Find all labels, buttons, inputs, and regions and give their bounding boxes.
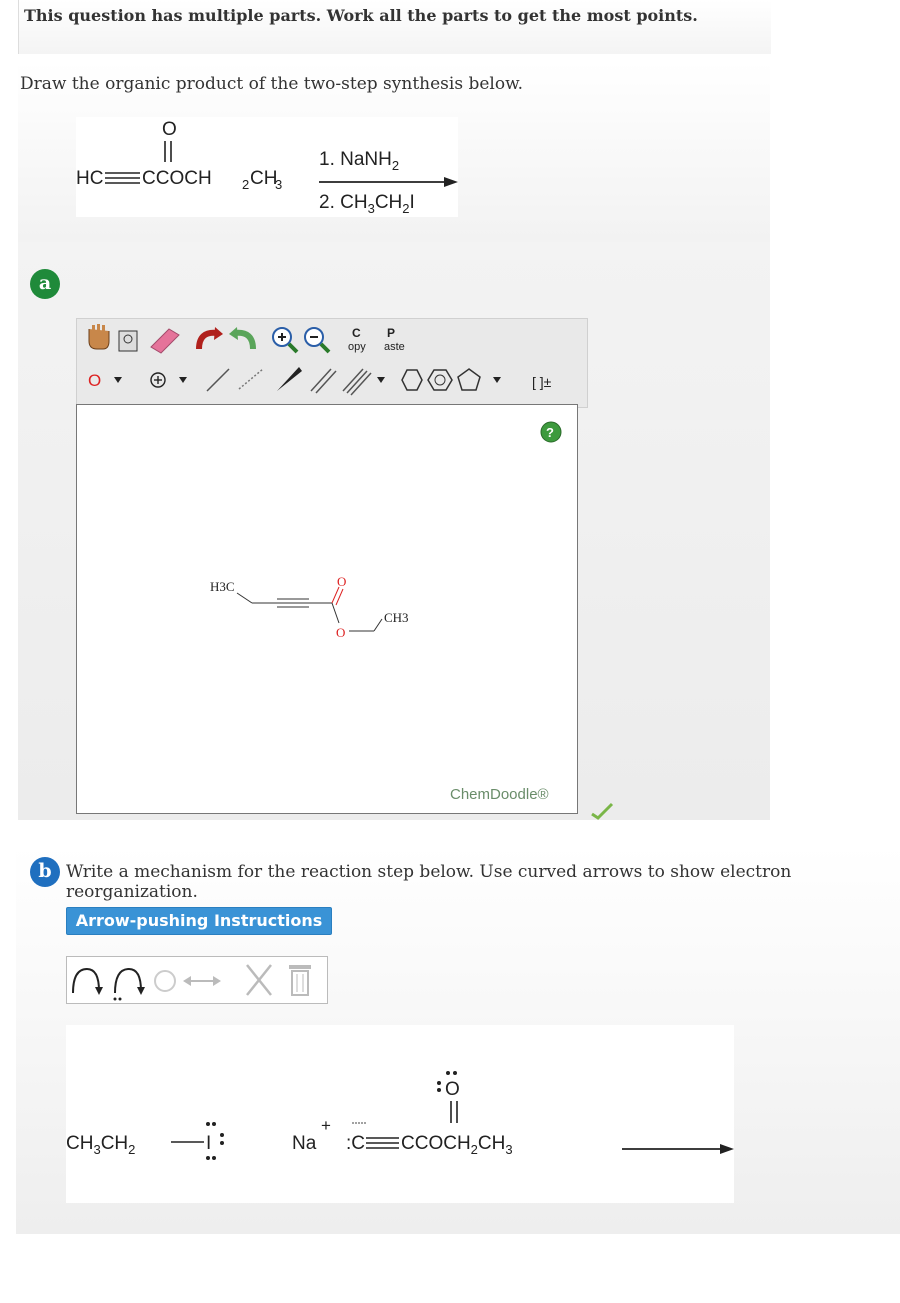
resonance-arrow-icon[interactable] (183, 976, 221, 986)
svg-text:aste: aste (384, 341, 405, 353)
svg-text:?: ? (546, 425, 554, 440)
reaction-scheme (76, 117, 458, 217)
question-prompt: Draw the organic product of the two-step synthesis below. (20, 74, 524, 94)
zoom-out-icon[interactable] (305, 328, 329, 352)
svg-text:+: + (321, 1116, 331, 1135)
drawn-product-structure[interactable] (210, 574, 409, 640)
eraser-icon[interactable] (151, 329, 179, 353)
benzene-icon[interactable] (428, 370, 452, 390)
svg-text::C: :C (346, 1133, 365, 1154)
help-icon[interactable] (541, 422, 561, 442)
carbonyl-oxygen: O (162, 119, 177, 140)
paste-button[interactable] (384, 326, 405, 353)
svg-text:Na: Na (292, 1133, 317, 1154)
bracket-charge-icon[interactable] (532, 374, 552, 390)
instructions-text: This question has multiple parts. Work all the parts to get the most points. (24, 6, 698, 25)
clear-icon[interactable] (119, 331, 137, 351)
svg-text:O: O (445, 1079, 460, 1100)
ester-o-label: O (336, 625, 346, 640)
mechanism-toolbar (66, 956, 328, 1004)
zoom-in-icon[interactable] (273, 328, 297, 352)
mechanism-reaction-arrow (622, 1144, 734, 1154)
svg-text:CCOCH2CH3: $CCOCH_2CH_3$ (401, 1133, 513, 1157)
reactant-middle: CCOCH (142, 168, 212, 189)
mechanism-scheme[interactable] (66, 1025, 734, 1203)
svg-text:C: C (352, 326, 361, 340)
svg-text:[ ]±: [ ]± (532, 374, 552, 390)
charge-plus-icon[interactable] (151, 373, 187, 387)
reactant-end: CH (250, 168, 278, 189)
lone-pair-arrow-icon[interactable] (114, 969, 146, 1001)
curved-arrow-icon[interactable] (73, 969, 103, 995)
sodium-cation (292, 1116, 331, 1154)
copy-button[interactable] (348, 326, 366, 353)
reactant-left: HC (76, 168, 104, 189)
wedge-bond-icon[interactable] (277, 367, 302, 391)
cyclopentane-icon[interactable] (458, 369, 501, 390)
hand-icon[interactable] (89, 324, 109, 349)
svg-text:opy: opy (348, 341, 366, 353)
cyclohexane-icon[interactable] (402, 370, 422, 390)
double-bond-icon[interactable] (311, 369, 336, 393)
arrow-pushing-instructions-button[interactable]: Arrow-pushing Instructions (66, 907, 332, 935)
condition-step1: 1. NaNH$_2$ (319, 149, 400, 173)
svg-text:CH3CH2: $CH_3CH_2$ (66, 1133, 136, 1157)
reactant-sub1: 2 (242, 177, 250, 192)
svg-text:I: I (206, 1133, 212, 1154)
redo-icon[interactable] (229, 327, 253, 349)
part-b-prompt: Write a mechanism for the reaction step below. Use curved arrows to show electron reorganization. (66, 862, 792, 902)
drawing-canvas[interactable] (76, 404, 578, 814)
trash-icon[interactable] (289, 965, 311, 995)
part-a-badge: a (30, 269, 60, 299)
condition-step2: 2. $CH_3CH_2I$ (319, 192, 415, 216)
svg-text:P: P (387, 326, 396, 340)
ethyl-iodide (66, 1122, 224, 1160)
carbonyl-o-label: O (337, 574, 347, 589)
undo-icon[interactable] (199, 327, 223, 349)
single-bond-icon[interactable] (207, 369, 229, 391)
acetylide-anion (346, 1071, 513, 1157)
chemdoodle-watermark: ChemDoodle® (450, 786, 549, 803)
circle-tool-icon[interactable] (155, 971, 175, 991)
hash-bond-icon[interactable] (239, 369, 263, 389)
svg-text:O: O (88, 371, 102, 390)
chemdoodle-toolbar (76, 318, 588, 408)
delete-x-icon[interactable] (247, 965, 271, 995)
reactant-sub2: 3 (275, 177, 283, 192)
correct-check-icon (590, 802, 614, 820)
methyl-label: H3C (210, 579, 235, 594)
part-b-badge: b (30, 857, 60, 887)
triple-bond-icon[interactable] (343, 369, 385, 395)
ethyl-ch3-label: CH3 (384, 610, 409, 625)
atom-selector[interactable] (88, 371, 122, 390)
